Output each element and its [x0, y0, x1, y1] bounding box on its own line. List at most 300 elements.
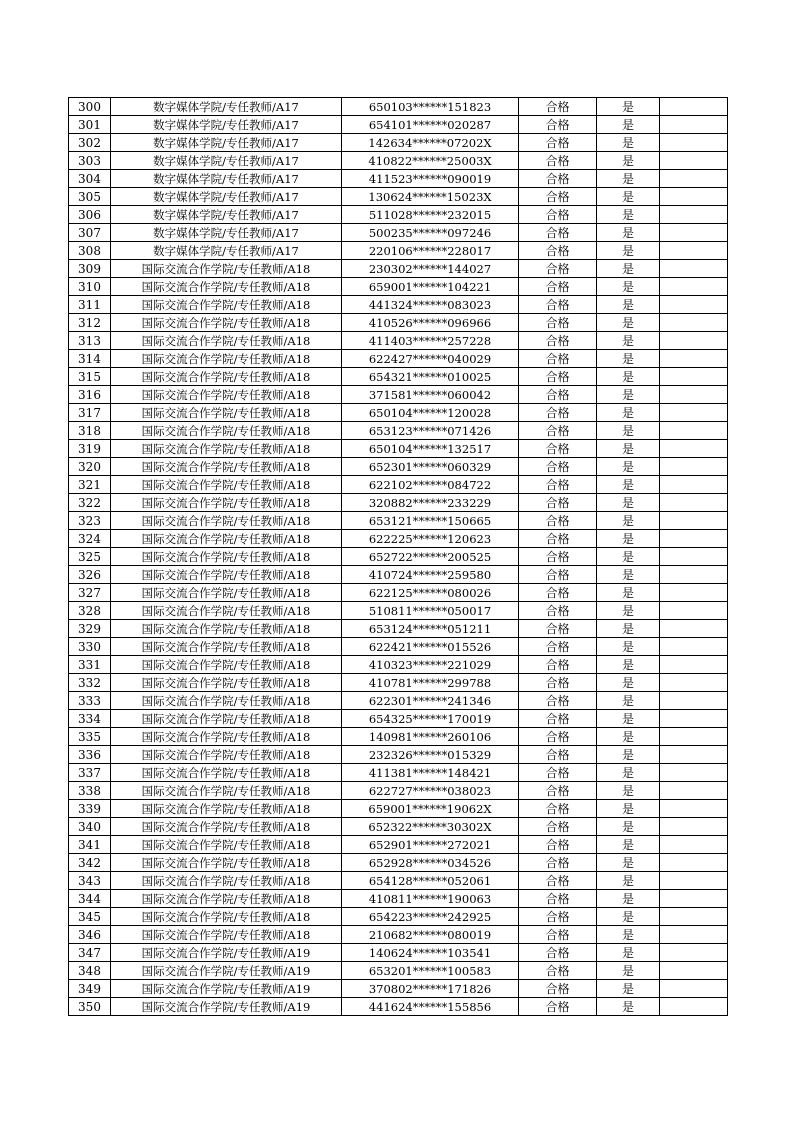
- department-position-cell: 数字媒体学院/专任教师/A17: [111, 224, 342, 242]
- department-position-cell: 国际交流合作学院/专任教师/A18: [111, 620, 342, 638]
- hire-flag-cell: 是: [597, 872, 660, 890]
- hire-flag-cell: 是: [597, 692, 660, 710]
- row-number-cell: 338: [69, 782, 111, 800]
- table-row: [69, 728, 728, 746]
- remark-cell: [660, 836, 728, 854]
- department-position-cell: 国际交流合作学院/专任教师/A18: [111, 602, 342, 620]
- hire-flag-cell: 是: [597, 620, 660, 638]
- hire-flag-cell: 是: [597, 962, 660, 980]
- table-row: [69, 872, 728, 890]
- hire-flag-cell: 是: [597, 944, 660, 962]
- department-position-cell: 国际交流合作学院/专任教师/A18: [111, 530, 342, 548]
- remark-cell: [660, 530, 728, 548]
- id-number-cell: 622301******241346: [342, 692, 519, 710]
- id-number-cell: 622421******015526: [342, 638, 519, 656]
- table-row: [69, 260, 728, 278]
- department-position-cell: 国际交流合作学院/专任教师/A18: [111, 476, 342, 494]
- department-position-cell: 国际交流合作学院/专任教师/A18: [111, 710, 342, 728]
- row-number-cell: 305: [69, 188, 111, 206]
- remark-cell: [660, 512, 728, 530]
- row-number-cell: 319: [69, 440, 111, 458]
- row-number-cell: 307: [69, 224, 111, 242]
- table-row: [69, 926, 728, 944]
- id-number-cell: 411403******257228: [342, 332, 519, 350]
- table-row: [69, 476, 728, 494]
- row-number-cell: 349: [69, 980, 111, 998]
- id-number-cell: 320882******233229: [342, 494, 519, 512]
- result-cell: 合格: [519, 422, 597, 440]
- result-cell: 合格: [519, 710, 597, 728]
- result-cell: 合格: [519, 170, 597, 188]
- result-cell: 合格: [519, 836, 597, 854]
- row-number-cell: 320: [69, 458, 111, 476]
- remark-cell: [660, 440, 728, 458]
- row-number-cell: 335: [69, 728, 111, 746]
- department-position-cell: 国际交流合作学院/专任教师/A18: [111, 746, 342, 764]
- department-position-cell: 数字媒体学院/专任教师/A17: [111, 98, 342, 116]
- result-cell: 合格: [519, 620, 597, 638]
- remark-cell: [660, 854, 728, 872]
- row-number-cell: 337: [69, 764, 111, 782]
- hire-flag-cell: 是: [597, 332, 660, 350]
- department-position-cell: 国际交流合作学院/专任教师/A18: [111, 926, 342, 944]
- remark-cell: [660, 368, 728, 386]
- row-number-cell: 317: [69, 404, 111, 422]
- remark-cell: [660, 404, 728, 422]
- id-number-cell: 210682******080019: [342, 926, 519, 944]
- row-number-cell: 309: [69, 260, 111, 278]
- table-row: [69, 332, 728, 350]
- id-number-cell: 510811******050017: [342, 602, 519, 620]
- row-number-cell: 302: [69, 134, 111, 152]
- hire-flag-cell: 是: [597, 116, 660, 134]
- row-number-cell: 321: [69, 476, 111, 494]
- remark-cell: [660, 746, 728, 764]
- table-row: [69, 548, 728, 566]
- remark-cell: [660, 998, 728, 1016]
- row-number-cell: 322: [69, 494, 111, 512]
- result-cell: 合格: [519, 800, 597, 818]
- result-cell: 合格: [519, 440, 597, 458]
- department-position-cell: 国际交流合作学院/专任教师/A18: [111, 350, 342, 368]
- remark-cell: [660, 206, 728, 224]
- table-row: [69, 566, 728, 584]
- department-position-cell: 国际交流合作学院/专任教师/A18: [111, 458, 342, 476]
- result-cell: 合格: [519, 692, 597, 710]
- remark-cell: [660, 638, 728, 656]
- hire-flag-cell: 是: [597, 818, 660, 836]
- table-row: [69, 764, 728, 782]
- remark-cell: [660, 764, 728, 782]
- department-position-cell: 国际交流合作学院/专任教师/A18: [111, 548, 342, 566]
- result-cell: 合格: [519, 656, 597, 674]
- table-row: [69, 800, 728, 818]
- remark-cell: [660, 818, 728, 836]
- department-position-cell: 国际交流合作学院/专任教师/A18: [111, 404, 342, 422]
- remark-cell: [660, 314, 728, 332]
- hire-flag-cell: 是: [597, 134, 660, 152]
- table-row: [69, 512, 728, 530]
- department-position-cell: 国际交流合作学院/专任教师/A18: [111, 728, 342, 746]
- department-position-cell: 国际交流合作学院/专任教师/A18: [111, 908, 342, 926]
- department-position-cell: 国际交流合作学院/专任教师/A18: [111, 314, 342, 332]
- department-position-cell: 国际交流合作学院/专任教师/A18: [111, 278, 342, 296]
- result-cell: 合格: [519, 926, 597, 944]
- result-cell: 合格: [519, 368, 597, 386]
- table-row: [69, 152, 728, 170]
- row-number-cell: 348: [69, 962, 111, 980]
- department-position-cell: 国际交流合作学院/专任教师/A19: [111, 998, 342, 1016]
- id-number-cell: 622102******084722: [342, 476, 519, 494]
- department-position-cell: 数字媒体学院/专任教师/A17: [111, 242, 342, 260]
- id-number-cell: 130624******15023X: [342, 188, 519, 206]
- table-row: [69, 494, 728, 512]
- id-number-cell: 441324******083023: [342, 296, 519, 314]
- id-number-cell: 654223******242925: [342, 908, 519, 926]
- id-number-cell: 411381******148421: [342, 764, 519, 782]
- table-row: [69, 368, 728, 386]
- remark-cell: [660, 962, 728, 980]
- id-number-cell: 659001******19062X: [342, 800, 519, 818]
- result-cell: 合格: [519, 908, 597, 926]
- hire-flag-cell: 是: [597, 368, 660, 386]
- id-number-cell: 411523******090019: [342, 170, 519, 188]
- hire-flag-cell: 是: [597, 530, 660, 548]
- hire-flag-cell: 是: [597, 152, 660, 170]
- id-number-cell: 650104******132517: [342, 440, 519, 458]
- id-number-cell: 652901******272021: [342, 836, 519, 854]
- row-number-cell: 328: [69, 602, 111, 620]
- id-number-cell: 142634******07202X: [342, 134, 519, 152]
- row-number-cell: 339: [69, 800, 111, 818]
- department-position-cell: 国际交流合作学院/专任教师/A18: [111, 800, 342, 818]
- id-number-cell: 622727******038023: [342, 782, 519, 800]
- department-position-cell: 国际交流合作学院/专任教师/A18: [111, 656, 342, 674]
- remark-cell: [660, 242, 728, 260]
- department-position-cell: 国际交流合作学院/专任教师/A18: [111, 638, 342, 656]
- row-number-cell: 312: [69, 314, 111, 332]
- row-number-cell: 336: [69, 746, 111, 764]
- row-number-cell: 334: [69, 710, 111, 728]
- row-number-cell: 327: [69, 584, 111, 602]
- table-row: [69, 782, 728, 800]
- result-cell: 合格: [519, 404, 597, 422]
- hire-flag-cell: 是: [597, 998, 660, 1016]
- id-number-cell: 140981******260106: [342, 728, 519, 746]
- id-number-cell: 232326******015329: [342, 746, 519, 764]
- result-cell: 合格: [519, 890, 597, 908]
- id-number-cell: 654101******020287: [342, 116, 519, 134]
- table-row: [69, 692, 728, 710]
- row-number-cell: 316: [69, 386, 111, 404]
- remark-cell: [660, 494, 728, 512]
- department-position-cell: 国际交流合作学院/专任教师/A18: [111, 854, 342, 872]
- id-number-cell: 441624******155856: [342, 998, 519, 1016]
- table-row: [69, 296, 728, 314]
- table-row: [69, 746, 728, 764]
- result-cell: 合格: [519, 134, 597, 152]
- department-position-cell: 国际交流合作学院/专任教师/A18: [111, 422, 342, 440]
- row-number-cell: 304: [69, 170, 111, 188]
- row-number-cell: 326: [69, 566, 111, 584]
- result-cell: 合格: [519, 116, 597, 134]
- result-cell: 合格: [519, 944, 597, 962]
- result-cell: 合格: [519, 458, 597, 476]
- id-number-cell: 659001******104221: [342, 278, 519, 296]
- table-row: [69, 980, 728, 998]
- department-position-cell: 国际交流合作学院/专任教师/A18: [111, 566, 342, 584]
- row-number-cell: 311: [69, 296, 111, 314]
- remark-cell: [660, 566, 728, 584]
- row-number-cell: 324: [69, 530, 111, 548]
- department-position-cell: 数字媒体学院/专任教师/A17: [111, 116, 342, 134]
- remark-cell: [660, 872, 728, 890]
- id-number-cell: 652722******200525: [342, 548, 519, 566]
- department-position-cell: 国际交流合作学院/专任教师/A18: [111, 674, 342, 692]
- result-cell: 合格: [519, 998, 597, 1016]
- row-number-cell: 346: [69, 926, 111, 944]
- table-row: [69, 440, 728, 458]
- row-number-cell: 344: [69, 890, 111, 908]
- id-number-cell: 500235******097246: [342, 224, 519, 242]
- result-cell: 合格: [519, 224, 597, 242]
- result-cell: 合格: [519, 296, 597, 314]
- table-row: [69, 620, 728, 638]
- table-row: [69, 224, 728, 242]
- id-number-cell: 653124******051211: [342, 620, 519, 638]
- id-number-cell: 410822******25003X: [342, 152, 519, 170]
- row-number-cell: 342: [69, 854, 111, 872]
- result-cell: 合格: [519, 278, 597, 296]
- hire-flag-cell: 是: [597, 674, 660, 692]
- id-number-cell: 650104******120028: [342, 404, 519, 422]
- id-number-cell: 410811******190063: [342, 890, 519, 908]
- remark-cell: [660, 296, 728, 314]
- row-number-cell: 330: [69, 638, 111, 656]
- id-number-cell: 140624******103541: [342, 944, 519, 962]
- results-table-body: [69, 98, 728, 1016]
- id-number-cell: 652322******30302X: [342, 818, 519, 836]
- row-number-cell: 318: [69, 422, 111, 440]
- hire-flag-cell: 是: [597, 494, 660, 512]
- remark-cell: [660, 260, 728, 278]
- table-row: [69, 134, 728, 152]
- remark-cell: [660, 332, 728, 350]
- id-number-cell: 370802******171826: [342, 980, 519, 998]
- row-number-cell: 331: [69, 656, 111, 674]
- id-number-cell: 622125******080026: [342, 584, 519, 602]
- remark-cell: [660, 800, 728, 818]
- id-number-cell: 410724******259580: [342, 566, 519, 584]
- hire-flag-cell: 是: [597, 908, 660, 926]
- hire-flag-cell: 是: [597, 260, 660, 278]
- hire-flag-cell: 是: [597, 638, 660, 656]
- hire-flag-cell: 是: [597, 512, 660, 530]
- remark-cell: [660, 656, 728, 674]
- remark-cell: [660, 170, 728, 188]
- row-number-cell: 315: [69, 368, 111, 386]
- row-number-cell: 329: [69, 620, 111, 638]
- row-number-cell: 347: [69, 944, 111, 962]
- table-row: [69, 404, 728, 422]
- table-row: [69, 242, 728, 260]
- result-cell: 合格: [519, 854, 597, 872]
- row-number-cell: 332: [69, 674, 111, 692]
- hire-flag-cell: 是: [597, 242, 660, 260]
- id-number-cell: 654128******052061: [342, 872, 519, 890]
- result-cell: 合格: [519, 782, 597, 800]
- id-number-cell: 371581******060042: [342, 386, 519, 404]
- id-number-cell: 652301******060329: [342, 458, 519, 476]
- result-cell: 合格: [519, 314, 597, 332]
- results-table: [68, 97, 728, 1016]
- table-row: [69, 818, 728, 836]
- id-number-cell: 653123******071426: [342, 422, 519, 440]
- remark-cell: [660, 602, 728, 620]
- hire-flag-cell: 是: [597, 404, 660, 422]
- hire-flag-cell: 是: [597, 584, 660, 602]
- remark-cell: [660, 548, 728, 566]
- result-cell: 合格: [519, 584, 597, 602]
- table-row: [69, 944, 728, 962]
- result-cell: 合格: [519, 818, 597, 836]
- department-position-cell: 数字媒体学院/专任教师/A17: [111, 134, 342, 152]
- remark-cell: [660, 710, 728, 728]
- remark-cell: [660, 134, 728, 152]
- result-cell: 合格: [519, 242, 597, 260]
- row-number-cell: 301: [69, 116, 111, 134]
- row-number-cell: 325: [69, 548, 111, 566]
- department-position-cell: 数字媒体学院/专任教师/A17: [111, 152, 342, 170]
- result-cell: 合格: [519, 332, 597, 350]
- hire-flag-cell: 是: [597, 656, 660, 674]
- result-cell: 合格: [519, 98, 597, 116]
- department-position-cell: 国际交流合作学院/专任教师/A18: [111, 584, 342, 602]
- row-number-cell: 323: [69, 512, 111, 530]
- department-position-cell: 国际交流合作学院/专任教师/A18: [111, 890, 342, 908]
- row-number-cell: 300: [69, 98, 111, 116]
- table-row: [69, 854, 728, 872]
- remark-cell: [660, 98, 728, 116]
- hire-flag-cell: 是: [597, 926, 660, 944]
- department-position-cell: 国际交流合作学院/专任教师/A18: [111, 818, 342, 836]
- id-number-cell: 220106******228017: [342, 242, 519, 260]
- department-position-cell: 国际交流合作学院/专任教师/A18: [111, 440, 342, 458]
- id-number-cell: 230302******144027: [342, 260, 519, 278]
- department-position-cell: 国际交流合作学院/专任教师/A18: [111, 692, 342, 710]
- table-row: [69, 602, 728, 620]
- result-cell: 合格: [519, 566, 597, 584]
- remark-cell: [660, 422, 728, 440]
- remark-cell: [660, 890, 728, 908]
- hire-flag-cell: 是: [597, 836, 660, 854]
- table-row: [69, 584, 728, 602]
- department-position-cell: 国际交流合作学院/专任教师/A18: [111, 764, 342, 782]
- remark-cell: [660, 908, 728, 926]
- table-row: [69, 710, 728, 728]
- remark-cell: [660, 584, 728, 602]
- result-cell: 合格: [519, 188, 597, 206]
- table-row: [69, 674, 728, 692]
- hire-flag-cell: 是: [597, 314, 660, 332]
- department-position-cell: 国际交流合作学院/专任教师/A19: [111, 962, 342, 980]
- remark-cell: [660, 278, 728, 296]
- table-row: [69, 350, 728, 368]
- remark-cell: [660, 458, 728, 476]
- id-number-cell: 650103******151823: [342, 98, 519, 116]
- id-number-cell: 622427******040029: [342, 350, 519, 368]
- row-number-cell: 303: [69, 152, 111, 170]
- hire-flag-cell: 是: [597, 440, 660, 458]
- department-position-cell: 国际交流合作学院/专任教师/A18: [111, 332, 342, 350]
- remark-cell: [660, 152, 728, 170]
- department-position-cell: 数字媒体学院/专任教师/A17: [111, 188, 342, 206]
- hire-flag-cell: 是: [597, 296, 660, 314]
- result-cell: 合格: [519, 476, 597, 494]
- result-cell: 合格: [519, 548, 597, 566]
- table-row: [69, 206, 728, 224]
- table-row: [69, 188, 728, 206]
- hire-flag-cell: 是: [597, 170, 660, 188]
- table-row: [69, 908, 728, 926]
- hire-flag-cell: 是: [597, 476, 660, 494]
- remark-cell: [660, 728, 728, 746]
- hire-flag-cell: 是: [597, 854, 660, 872]
- department-position-cell: 国际交流合作学院/专任教师/A18: [111, 368, 342, 386]
- remark-cell: [660, 926, 728, 944]
- id-number-cell: 410526******096966: [342, 314, 519, 332]
- hire-flag-cell: 是: [597, 188, 660, 206]
- table-row: [69, 962, 728, 980]
- department-position-cell: 数字媒体学院/专任教师/A17: [111, 206, 342, 224]
- remark-cell: [660, 386, 728, 404]
- remark-cell: [660, 674, 728, 692]
- department-position-cell: 数字媒体学院/专任教师/A17: [111, 170, 342, 188]
- hire-flag-cell: 是: [597, 764, 660, 782]
- row-number-cell: 343: [69, 872, 111, 890]
- remark-cell: [660, 620, 728, 638]
- table-row: [69, 998, 728, 1016]
- hire-flag-cell: 是: [597, 710, 660, 728]
- result-cell: 合格: [519, 260, 597, 278]
- table-row: [69, 422, 728, 440]
- table-row: [69, 458, 728, 476]
- hire-flag-cell: 是: [597, 566, 660, 584]
- id-number-cell: 410781******299788: [342, 674, 519, 692]
- department-position-cell: 国际交流合作学院/专任教师/A19: [111, 980, 342, 998]
- table-row: [69, 386, 728, 404]
- row-number-cell: 308: [69, 242, 111, 260]
- remark-cell: [660, 980, 728, 998]
- department-position-cell: 国际交流合作学院/专任教师/A18: [111, 260, 342, 278]
- table-row: [69, 890, 728, 908]
- hire-flag-cell: 是: [597, 782, 660, 800]
- table-row: [69, 98, 728, 116]
- row-number-cell: 345: [69, 908, 111, 926]
- result-cell: 合格: [519, 980, 597, 998]
- hire-flag-cell: 是: [597, 422, 660, 440]
- hire-flag-cell: 是: [597, 458, 660, 476]
- result-cell: 合格: [519, 152, 597, 170]
- department-position-cell: 国际交流合作学院/专任教师/A18: [111, 386, 342, 404]
- remark-cell: [660, 476, 728, 494]
- department-position-cell: 国际交流合作学院/专任教师/A18: [111, 782, 342, 800]
- result-cell: 合格: [519, 764, 597, 782]
- hire-flag-cell: 是: [597, 98, 660, 116]
- result-cell: 合格: [519, 386, 597, 404]
- hire-flag-cell: 是: [597, 386, 660, 404]
- hire-flag-cell: 是: [597, 224, 660, 242]
